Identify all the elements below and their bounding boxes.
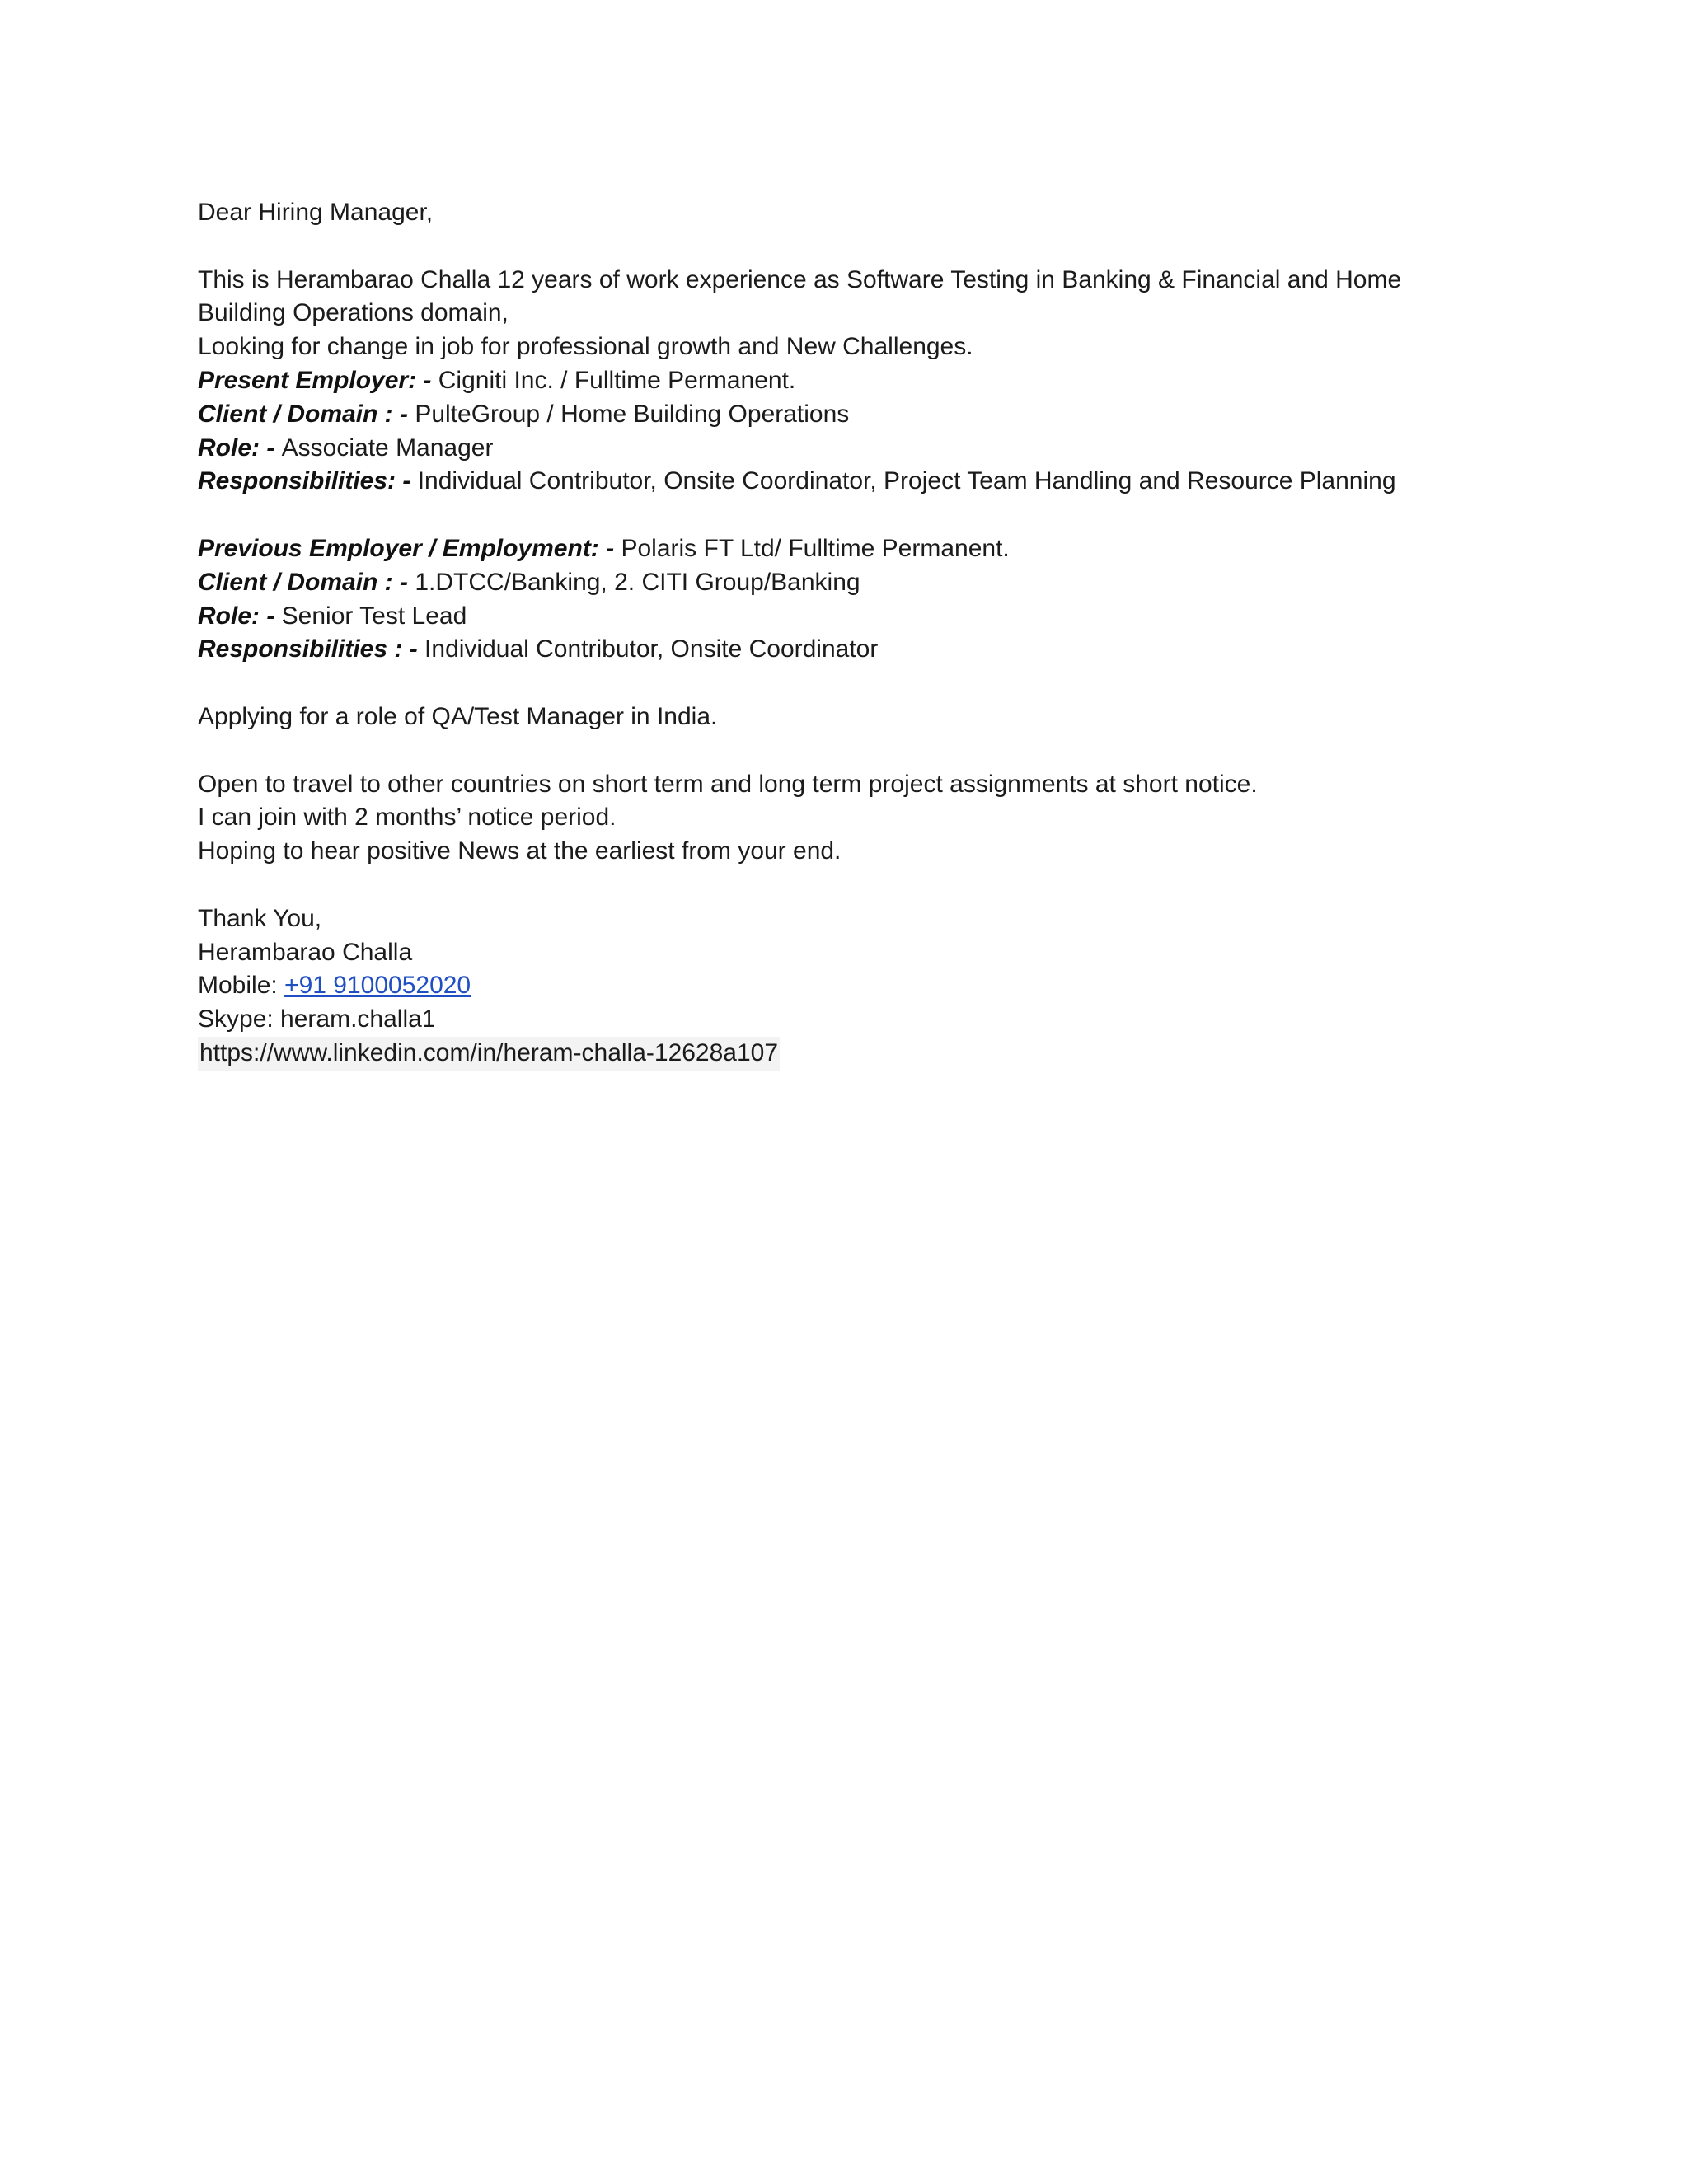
travel-line: Open to travel to other countries on short term and long term project assignments at short notice. xyxy=(198,770,1258,798)
present-responsibilities-label: Responsibilities: - xyxy=(198,467,418,495)
previous-responsibilities-line xyxy=(198,633,1517,667)
linkedin-url: https://www.linkedin.com/in/heram-challa-12628a107 xyxy=(198,1037,780,1071)
previous-responsibilities-value: Individual Contributor, Onsite Coordinator xyxy=(424,635,879,663)
hoping-line: Hoping to hear positive News at the earliest from your end. xyxy=(198,837,842,865)
previous-client-line xyxy=(198,566,1517,600)
skype-line: Skype: heram.challa1 xyxy=(198,1005,436,1033)
previous-role-label: Role: - xyxy=(198,602,282,630)
present-client-line xyxy=(198,398,1517,432)
present-role-line xyxy=(198,432,1517,466)
previous-responsibilities-label: Responsibilities : - xyxy=(198,635,425,663)
mobile-phone-link[interactable]: +91 9100052020 xyxy=(284,972,471,1000)
present-role-value: Associate Manager xyxy=(281,434,494,462)
signature-name: Herambarao Challa xyxy=(198,938,413,966)
spacer xyxy=(198,869,1517,902)
previous-role-line xyxy=(198,600,1517,634)
present-responsibilities-line xyxy=(198,465,1517,499)
previous-employer-line xyxy=(198,532,1517,566)
mobile-line xyxy=(198,969,1517,1003)
present-client-value: PulteGroup / Home Building Operations xyxy=(415,400,850,428)
present-employer-value: Cigniti Inc. / Fulltime Permanent. xyxy=(438,366,796,394)
notice-line: I can join with 2 months’ notice period. xyxy=(198,804,617,832)
closing-line: Thank You, xyxy=(198,904,322,932)
intro-paragraph: This is Herambarao Challa 12 years of work experience as Software Testing in Banking & Financial and Home Building Operations domain, xyxy=(198,265,1402,327)
spacer xyxy=(198,230,1517,264)
spacer xyxy=(198,667,1517,701)
previous-employer-value: Polaris FT Ltd/ Fulltime Permanent. xyxy=(621,534,1010,562)
greeting: Dear Hiring Manager, xyxy=(198,199,434,226)
present-role-label: Role: - xyxy=(198,434,282,462)
applying-line: Applying for a role of QA/Test Manager in India. xyxy=(198,702,718,730)
spacer xyxy=(198,499,1517,532)
previous-client-label: Client / Domain : - xyxy=(198,568,415,596)
cover-letter xyxy=(198,196,1517,1071)
present-employer-line xyxy=(198,364,1517,398)
present-employer-label: Present Employer: - xyxy=(198,366,438,394)
looking-line: Looking for change in job for professional growth and New Challenges. xyxy=(198,333,973,361)
present-responsibilities-value: Individual Contributor, Onsite Coordinator, Project Team Handling and Resource Planning xyxy=(417,467,1396,495)
previous-client-value: 1.DTCC/Banking, 2. CITI Group/Banking xyxy=(415,568,860,596)
linkedin-line xyxy=(198,1037,1517,1071)
spacer xyxy=(198,734,1517,768)
mobile-label: Mobile: xyxy=(198,972,285,1000)
previous-role-value: Senior Test Lead xyxy=(281,602,467,630)
present-client-label: Client / Domain : - xyxy=(198,400,415,428)
previous-employer-label: Previous Employer / Employment: - xyxy=(198,534,621,562)
